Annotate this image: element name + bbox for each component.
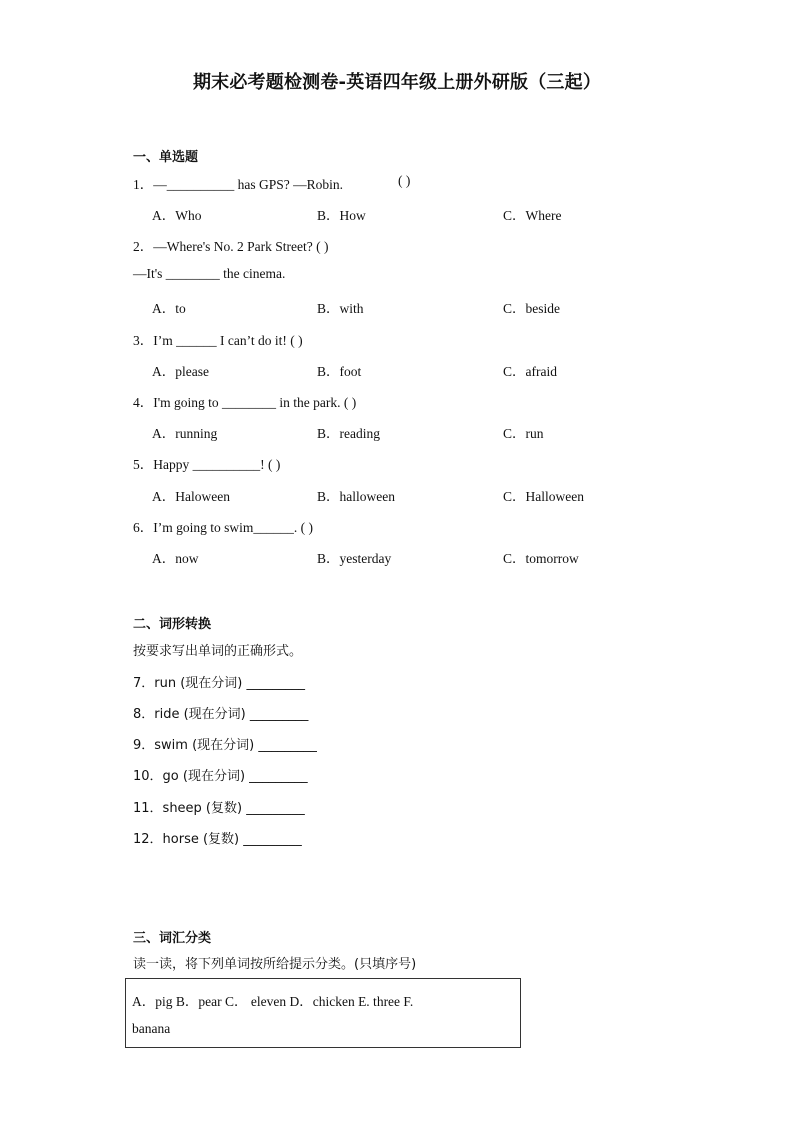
- question-4-option-a: A．running: [152, 426, 218, 441]
- section-2-instruction: 按要求写出单词的正确形式。: [133, 644, 303, 659]
- question-4-option-b: B．reading: [317, 426, 380, 441]
- question-1-answer-paren: ( ): [398, 173, 411, 188]
- question-3-option-c: C．afraid: [503, 364, 557, 379]
- question-6-option-c: C．tomorrow: [503, 551, 579, 566]
- question-3-stem: 3．I’m ______ I can’t do it! ( ): [133, 333, 303, 348]
- word-form-item-11: 11．sheep (复数) _________: [133, 801, 305, 816]
- question-2-option-c: C．beside: [503, 301, 560, 316]
- question-1-option-c: C．Where: [503, 208, 562, 223]
- question-4-option-c: C．run: [503, 426, 544, 441]
- question-5-option-b: B．halloween: [317, 489, 395, 504]
- question-5-option-a: A．Haloween: [152, 489, 230, 504]
- word-form-item-12: 12．horse (复数) _________: [133, 832, 302, 847]
- question-2-stem: 2．—Where's No. 2 Park Street? ( ): [133, 239, 329, 254]
- question-2-option-b: B．with: [317, 301, 364, 316]
- question-1-stem: 1．—__________ has GPS? —Robin.: [133, 177, 344, 192]
- section-heading-3: 三、词汇分类: [133, 931, 212, 946]
- question-2-option-a: A．to: [152, 301, 186, 316]
- question-1-option-a: A．Who: [152, 208, 202, 223]
- question-3-option-b: B．foot: [317, 364, 362, 379]
- question-5-option-c: C．Halloween: [503, 489, 584, 504]
- section-heading-2: 二、词形转换: [133, 617, 212, 632]
- word-form-item-10: 10．go (现在分词) _________: [133, 769, 308, 784]
- page-title: 期末必考题检测卷-英语四年级上册外研版（三起）: [192, 72, 602, 93]
- word-form-item-7: 7．run (现在分词) _________: [133, 676, 306, 691]
- word-bank-box: [125, 978, 521, 1048]
- word-bank-line-1: A．pig B．pear C． eleven D．chicken E. three F.: [132, 994, 414, 1009]
- question-6-option-a: A．now: [152, 551, 199, 566]
- question-4-stem: 4．I'm going to ________ in the park. ( ): [133, 395, 357, 410]
- word-bank-line-2: banana: [132, 1021, 171, 1036]
- question-2-line2: —It's ________ the cinema.: [133, 266, 286, 281]
- question-5-stem: 5．Happy __________! ( ): [133, 457, 281, 472]
- question-3-option-a: A．please: [152, 364, 209, 379]
- word-form-item-8: 8．ride (现在分词) _________: [133, 707, 309, 722]
- section-3-instruction: 读一读，将下列单词按所给提示分类。(只填序号): [133, 957, 417, 972]
- section-heading-1: 一、单选题: [133, 150, 199, 165]
- word-form-item-9: 9．swim (现在分词) _________: [133, 738, 317, 753]
- question-1-option-b: B．How: [317, 208, 366, 223]
- question-6-stem: 6．I’m going to swim______. ( ): [133, 520, 313, 535]
- question-6-option-b: B．yesterday: [317, 551, 392, 566]
